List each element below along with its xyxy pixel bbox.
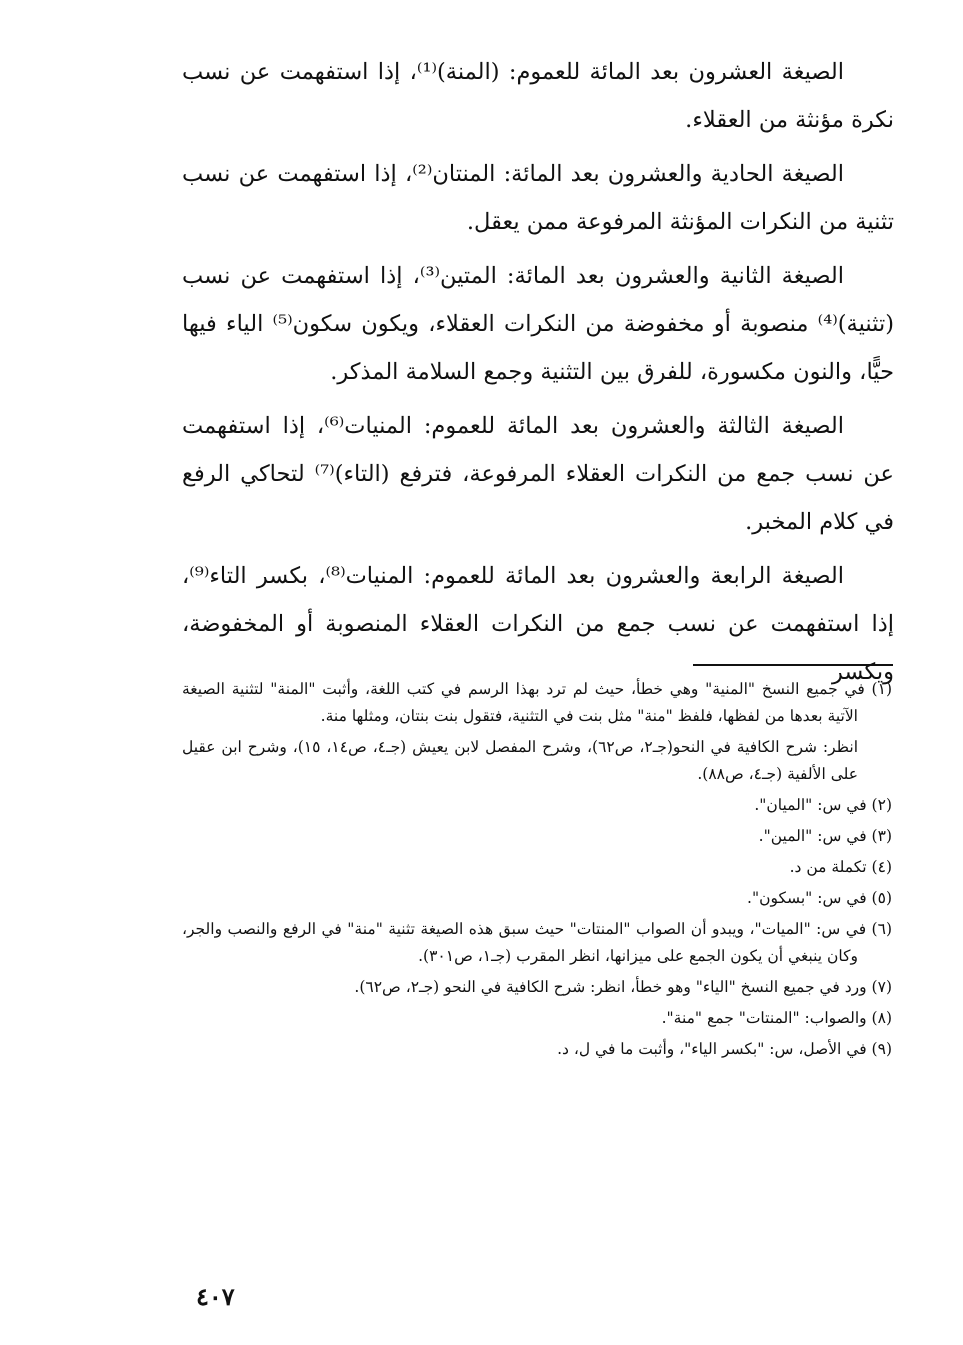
paragraph-3: الصيغة الثانية والعشرون بعد المائة: المتين⁽³⁾، إذا استفهمت عن نسب (تثنية)⁽⁴⁾ منصوبة أو مخفوضة من النكرات العقلاء، ويكون سكون⁽⁵⁾ الياء فيها حيًّا، والنون مكسورة، للفرق بين التثنية وجمع السلامة المذكر. [174,263,894,385]
main-text [174,48,894,702]
footnote-5: (٥) في س: "بسكون". [747,889,892,907]
footnote-4: (٤) تكملة من د. [789,858,892,876]
paragraph-4: الصيغة الثالثة والعشرون بعد المائة للعموم: المنيات⁽⁶⁾، إذا استفهمت عن نسب جمع من النكرات العقلاء المرفوعة، فترفع (التاء)⁽⁷⁾ لتحاكي الرفع في كلام المخبر. [174,413,894,535]
footnote-3: (٣) في س: "المين". [758,827,892,845]
page-number: ٤٠٧ [196,1282,235,1311]
footnote-6: (٦) في س: "الميات"، ويبدو أن الصواب "المنتات" حيث سبق هذه الصيغة تثنية "منة" في الرفع والنصب والجر، وكان ينبغي أن يكون الجمع على ميزانها، انظر المقرب (جـ١، ص٣٠١). [182,920,892,965]
footnote-1-continued: انظر: شرح الكافية في النحو(جـ٢، ص٦٢)، وشرح المفصل لابن يعيش (جـ٤، ص١٤، ١٥)، وشرح ابن عقيل على الألفية (جـ٤، ص٨٨). [182,738,859,783]
footnote-separator [693,664,893,666]
paragraph-2: الصيغة الحادية والعشرون بعد المائة: المنتان⁽²⁾، إذا استفهمت عن نسب تثنية من النكرات المؤنثة المرفوعة ممن يعقل. [174,161,894,235]
footnote-7: (٧) ورد في جميع النسخ "الياء" وهو خطأ، انظر: شرح الكافية في النحو (جـ٢، ص٦٢). [354,978,892,996]
footnotes [182,676,892,1067]
footnote-1: (١) في جميع النسخ "المنية" وهي خطأ، حيث لم ترد بهذا الرسم في كتب اللغة، وأثبت "المنة" لتثنية الصيغة الآتية بعدها من لفظها، فلفظ "منة" مثل بنت في التثنية، فتقول بنت بنتان، ومثلها منة. [182,680,892,725]
paragraph-1: الصيغة العشرون بعد المائة للعموم: (المنة)⁽¹⁾، إذا استفهمت عن نسب نكرة مؤنثة من العقلاء. [174,59,894,133]
footnote-9: (٩) في الأصل، س: "بكسر الياء"، وأثبت ما في ل، د. [557,1040,892,1058]
footnote-8: (٨) والصواب: "المنتات" جمع "منة". [661,1009,892,1027]
paragraph-5: الصيغة الرابعة والعشرون بعد المائة للعموم: المنيات⁽⁸⁾، بكسر التاء⁽⁹⁾، إذا استفهمت عن نسب جمع من النكرات العقلاء المنصوبة أو المخفوضة، ويكسر [174,563,894,685]
footnote-2: (٢) في س: "الميان". [754,796,892,814]
